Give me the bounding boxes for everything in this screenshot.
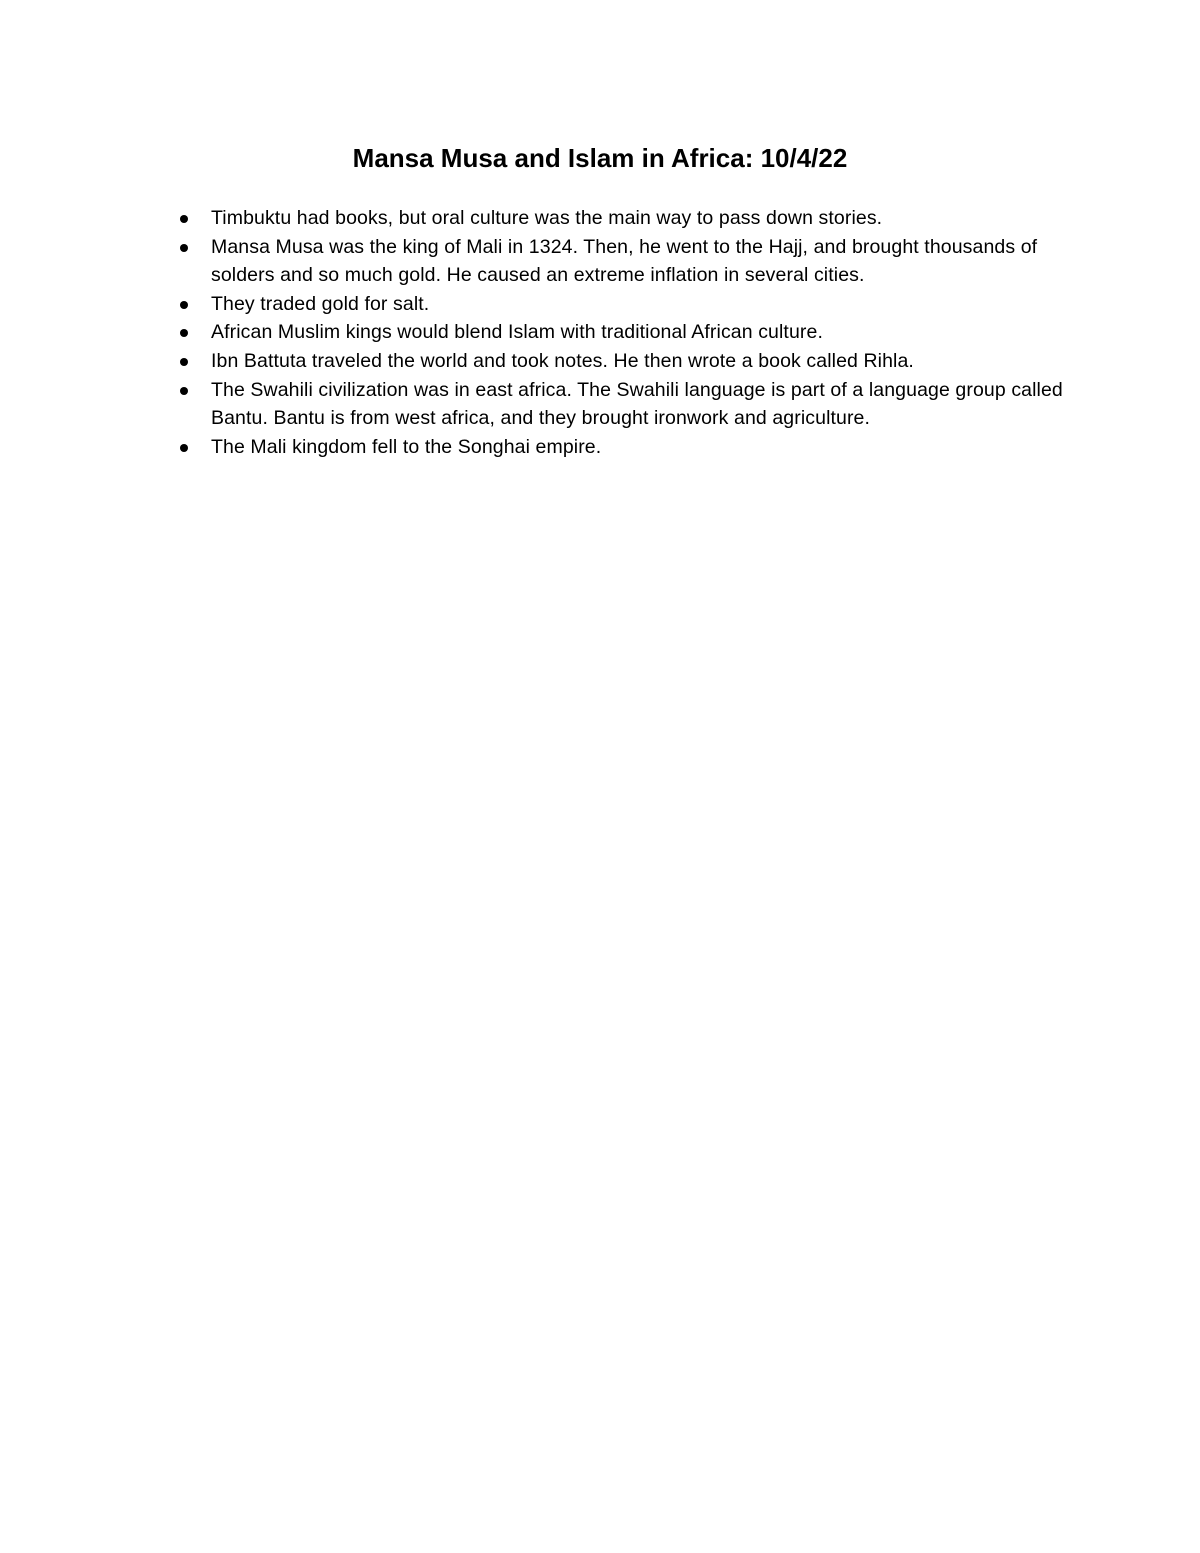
- list-item: [180, 233, 1080, 290]
- bullet-dot-icon: [180, 387, 188, 395]
- list-item-text: Mansa Musa was the king of Mali in 1324. Then, he went to the Hajj, and brought thousands of solders and so much gold. He caused an extreme inflation in several cities.: [211, 235, 1038, 287]
- list-item: [180, 347, 1080, 376]
- bullet-dot-icon: [180, 244, 188, 252]
- bullet-dot-icon: [180, 215, 188, 223]
- list-item: [180, 290, 1080, 319]
- list-item: [180, 433, 1080, 462]
- bullet-dot-icon: [180, 301, 188, 309]
- list-item-text: The Mali kingdom fell to the Songhai empire.: [211, 435, 602, 458]
- bullet-dot-icon: [180, 329, 188, 337]
- list-item-text: Timbuktu had books, but oral culture was the main way to pass down stories.: [211, 207, 883, 229]
- bullet-dot-icon: [180, 444, 188, 452]
- list-item-text: The Swahili civilization was in east africa. The Swahili language is part of a language group called Bantu. Bantu is from west africa, and they brought ironwork and agriculture.: [211, 378, 1063, 430]
- list-item: [180, 376, 1080, 433]
- bullet-dot-icon: [180, 358, 188, 366]
- document-title: Mansa Musa and Islam in Africa: 10/4/22: [352, 143, 848, 173]
- list-item: [180, 204, 1080, 233]
- notes-bullet-list: [180, 204, 1080, 461]
- list-item-text: Ibn Battuta traveled the world and took notes. He then wrote a book called Rihla.: [211, 349, 914, 372]
- list-item-text: African Muslim kings would blend Islam with traditional African culture.: [211, 321, 823, 344]
- list-item: [180, 318, 1080, 347]
- list-item-text: They traded gold for salt.: [211, 292, 430, 315]
